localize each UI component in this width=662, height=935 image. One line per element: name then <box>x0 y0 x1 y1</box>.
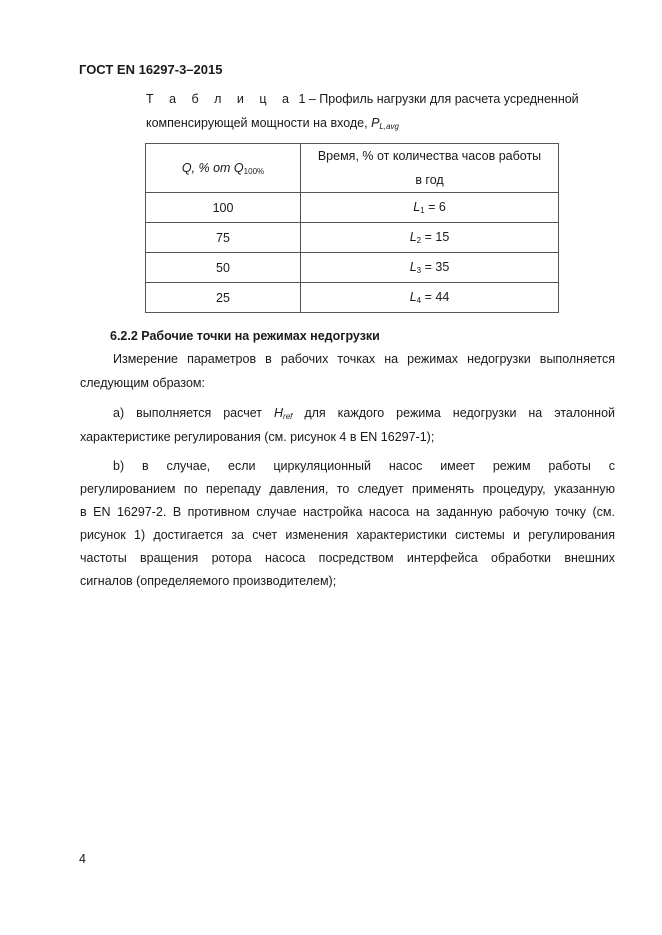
p2-text-b: для каждого режима недогрузки на эталонной <box>292 406 616 420</box>
paragraph-3-line5: частоты вращения ротора насоса посредством интерфейса обработки внешних <box>80 551 615 565</box>
cell-val: = 35 <box>421 260 450 274</box>
paragraph-2-line1 <box>80 402 615 429</box>
paragraph-2-line2: характеристике регулирования (см. рисунок 4 в EN 16297-1); <box>80 430 435 444</box>
standard-header: ГОСТ EN 16297-3–2015 <box>79 62 223 77</box>
page-number: 4 <box>79 852 86 866</box>
paragraph-1-line2: следующим образом: <box>80 376 205 390</box>
cell-val: = 44 <box>421 290 450 304</box>
cell-q: 25 <box>146 283 301 313</box>
col1-header <box>146 144 301 193</box>
cell-sub: 2 <box>416 236 422 245</box>
table-row <box>146 283 559 313</box>
cell-val: = 15 <box>421 230 450 244</box>
paragraph-1-line1: Измерение параметров в рабочих точках на режимах недогрузки выполняется <box>113 352 615 366</box>
table-caption-line1 <box>146 92 579 106</box>
col2-header-line2: в год <box>415 173 444 187</box>
table-caption-text-2: компенсирующей мощности на входе, <box>146 116 372 130</box>
table-row <box>146 223 559 253</box>
paragraph-3-line1: b) в случае, если циркуляционный насос имеет режим работы с <box>113 459 615 473</box>
cell-time <box>301 223 559 253</box>
table-caption-label: Т а б л и ц а <box>146 92 295 106</box>
caption-symbol: P <box>371 116 380 130</box>
table-row <box>146 253 559 283</box>
table-caption-text: 1 – Профиль нагрузки для расчета усредненной <box>294 92 579 106</box>
cell-time <box>301 253 559 283</box>
p2-symbol-sub: ref <box>283 412 293 421</box>
table-row <box>146 193 559 223</box>
cell-time <box>301 193 559 223</box>
cell-time <box>301 283 559 313</box>
p2-symbol: H <box>274 406 284 420</box>
cell-q: 50 <box>146 253 301 283</box>
col1-header-sub: 100% <box>243 166 265 176</box>
table-header-row <box>146 144 559 193</box>
load-profile-table <box>145 143 559 313</box>
cell-q: 75 <box>146 223 301 253</box>
caption-symbol-sub: L,avg <box>379 122 399 131</box>
paragraph-3-line3: в EN 16297-2. В противном случае настройка насоса на заданную рабочую точку (см. <box>80 505 615 519</box>
cell-sub: 4 <box>416 296 422 305</box>
paragraph-3-line2: регулированием по перепаду давления, то следует применять процедуру, указанную <box>80 482 615 496</box>
paragraph-3-line4: рисунок 1) достигается за счет изменения характеристики системы и регулирования <box>80 528 615 542</box>
cell-sub: 3 <box>416 266 422 275</box>
section-title: 6.2.2 Рабочие точки на режимах недогрузки <box>110 329 380 343</box>
paragraph-3-line6: сигналов (определяемого производителем); <box>80 574 337 588</box>
cell-sym: L <box>409 290 417 304</box>
col1-header-text: Q, % от Q <box>181 160 244 175</box>
col2-header <box>301 144 559 193</box>
p2-text-a: а) выполняется расчет <box>113 406 274 420</box>
cell-sym: L <box>409 260 417 274</box>
cell-sym: L <box>409 230 417 244</box>
cell-sub: 1 <box>420 206 425 215</box>
cell-q: 100 <box>146 193 301 223</box>
cell-val: = 6 <box>424 200 446 214</box>
cell-sym: L <box>413 200 421 214</box>
col2-header-line1: Время, % от количества часов работы <box>317 149 542 163</box>
table-caption-line2 <box>146 116 399 131</box>
